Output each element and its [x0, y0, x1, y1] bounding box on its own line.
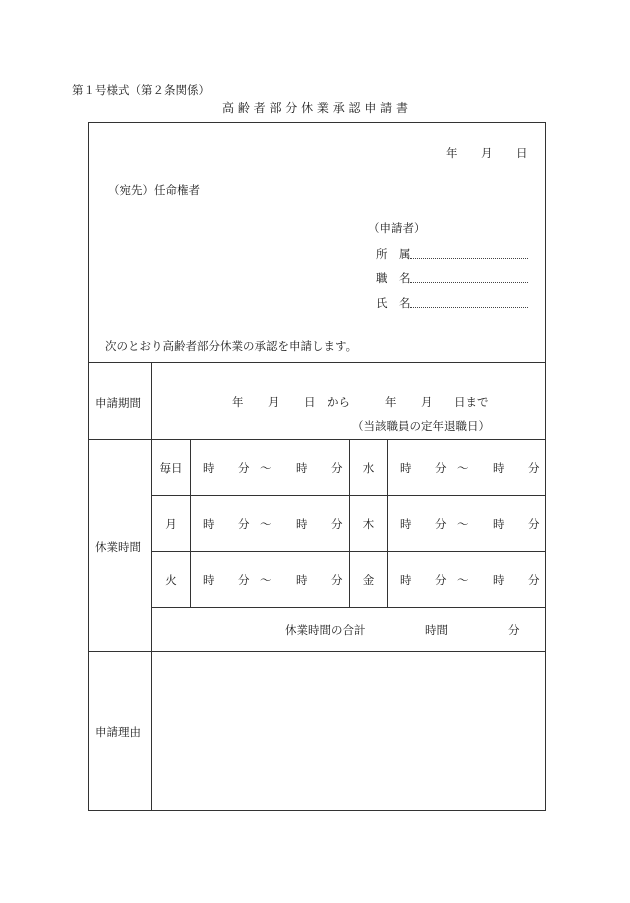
- hours-row3-right-end-hour: 時: [493, 573, 505, 587]
- hours-row3-left-day: 火: [165, 573, 177, 587]
- period-year-to: 年: [385, 395, 397, 409]
- hours-row3-left-end-minute: 分: [331, 573, 343, 587]
- period-month-from: 月: [268, 395, 280, 409]
- period-year-from: 年: [232, 395, 244, 409]
- hours-row1-right-day: 水: [362, 461, 375, 475]
- affiliation-field[interactable]: [410, 258, 528, 259]
- hours-row3-right-tilde: ～: [457, 573, 469, 587]
- hours-row3-right-start-minute: 分: [435, 573, 447, 587]
- hours-row1-left-start-minute: 分: [238, 461, 250, 475]
- hours-middle-divider-b: [387, 439, 388, 607]
- period-label: 申請期間: [95, 396, 141, 410]
- outer-border-bottom: [88, 810, 546, 811]
- hours-row1-left-end-hour: 時: [296, 461, 308, 475]
- hours-row2-right-day: 木: [362, 517, 375, 531]
- position-field[interactable]: [410, 282, 528, 283]
- hours-row2-left-start-hour: 時: [203, 517, 215, 531]
- outer-border-top: [88, 122, 546, 123]
- outer-border-right: [545, 122, 546, 811]
- outer-border-left: [88, 122, 89, 811]
- hours-row1-left-day: 毎日: [159, 461, 183, 475]
- hours-row2-right-end-hour: 時: [493, 517, 505, 531]
- hours-row1-right-end-hour: 時: [493, 461, 505, 475]
- hours-row2-right-end-minute: 分: [528, 517, 540, 531]
- hours-row3-left-tilde: ～: [260, 573, 272, 587]
- hours-row1-right-tilde: ～: [457, 461, 469, 475]
- period-note: （当該職員の定年退職日）: [352, 419, 490, 433]
- date-day-label: 日: [516, 146, 528, 160]
- hours-row3-left-start-minute: 分: [238, 573, 250, 587]
- hours-row3-left-start-hour: 時: [203, 573, 215, 587]
- hours-row1-left-tilde: ～: [260, 461, 272, 475]
- hours-row1-left-start-hour: 時: [203, 461, 215, 475]
- section-divider-hours: [88, 439, 546, 440]
- hours-label: 休業時間: [95, 540, 141, 554]
- affiliation-label: 所 属: [376, 247, 411, 261]
- date-month-label: 月: [481, 146, 493, 160]
- hours-row1-right-end-minute: 分: [528, 461, 540, 475]
- reason-field[interactable]: [153, 653, 543, 808]
- hours-row2-left-start-minute: 分: [238, 517, 250, 531]
- hours-total-minutes-unit: 分: [508, 623, 520, 637]
- hours-day-column-left: [190, 439, 191, 607]
- section-divider-reason: [88, 651, 546, 652]
- hours-row1-left-end-minute: 分: [331, 461, 343, 475]
- hours-row1-right-start-hour: 時: [400, 461, 412, 475]
- hours-row3-right-end-minute: 分: [528, 573, 540, 587]
- period-month-to: 月: [421, 395, 433, 409]
- hours-row2-right-start-minute: 分: [435, 517, 447, 531]
- request-text: 次のとおり高齢者部分休業の承認を申請します。: [105, 339, 358, 353]
- hours-row2-right-start-hour: 時: [400, 517, 412, 531]
- name-label: 氏 名: [376, 296, 411, 310]
- period-day-from: 日 から: [304, 395, 350, 409]
- hours-row3-left-end-hour: 時: [296, 573, 308, 587]
- section-divider-period: [88, 362, 546, 363]
- hours-row-divider-3: [151, 607, 546, 608]
- hours-total-label: 休業時間の合計: [285, 623, 366, 637]
- hours-row2-left-end-minute: 分: [331, 517, 343, 531]
- hours-row2-right-tilde: ～: [457, 517, 469, 531]
- page-title: 高 齢 者 部 分 休 業 承 認 申 請 書: [222, 101, 408, 115]
- form-number: 第１号様式（第２条関係）: [72, 83, 210, 97]
- hours-row3-right-day: 金: [362, 573, 375, 587]
- hours-row3-right-start-hour: 時: [400, 573, 412, 587]
- hours-total-hours-unit: 時間: [425, 623, 448, 637]
- hours-row2-left-end-hour: 時: [296, 517, 308, 531]
- position-label: 職 名: [376, 271, 411, 285]
- applicant-label: （申請者）: [368, 221, 426, 235]
- period-day-to: 日まで: [454, 395, 489, 409]
- hours-row2-left-day: 月: [165, 517, 177, 531]
- hours-row1-right-start-minute: 分: [435, 461, 447, 475]
- date-year-label: 年: [446, 146, 458, 160]
- addressee: （宛先）任命権者: [108, 183, 200, 197]
- reason-label: 申請理由: [95, 725, 141, 739]
- name-field[interactable]: [410, 307, 528, 308]
- hours-row2-left-tilde: ～: [260, 517, 272, 531]
